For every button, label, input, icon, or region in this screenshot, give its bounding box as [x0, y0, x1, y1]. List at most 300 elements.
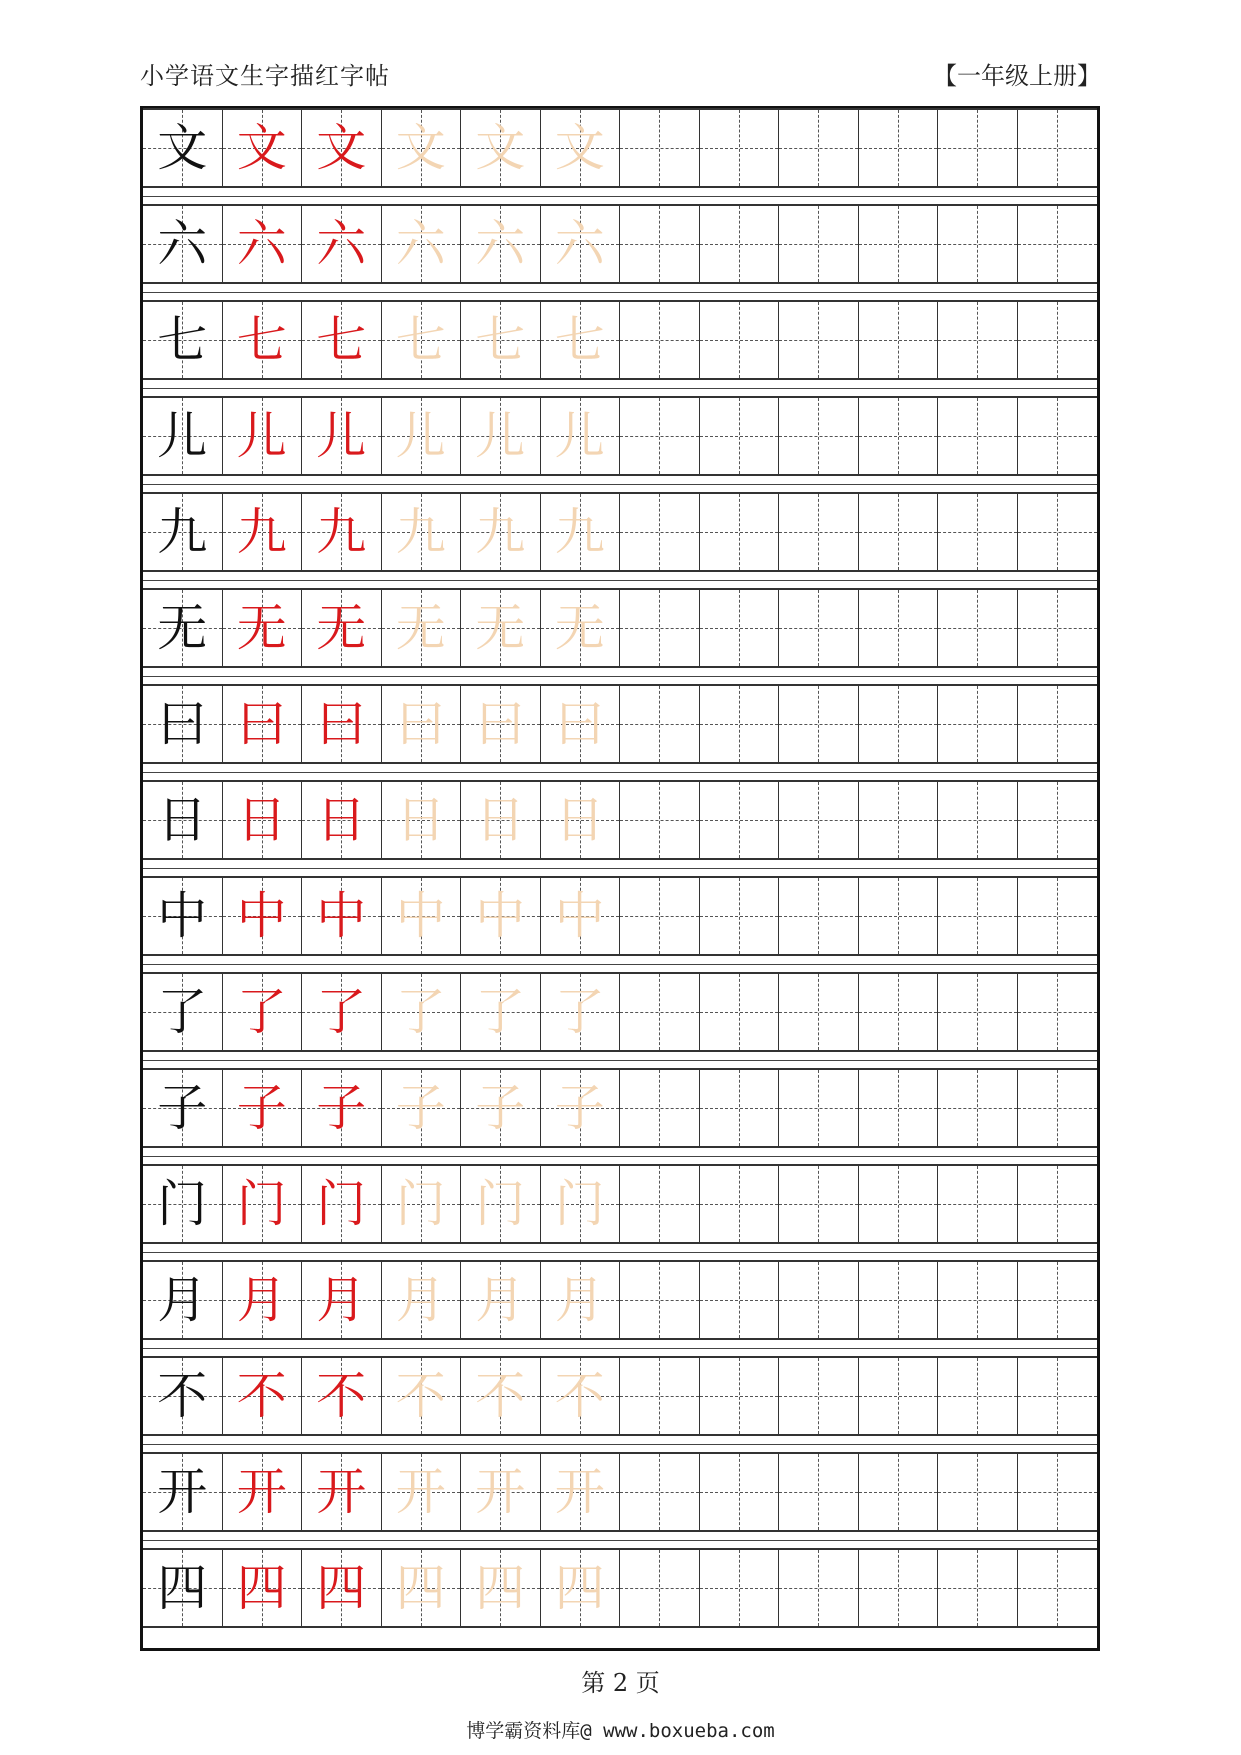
- red-trace-character: 月: [316, 1271, 367, 1329]
- light-trace-character: 曰: [395, 695, 446, 753]
- glyph-cell: [382, 782, 462, 858]
- blank-cell[interactable]: [620, 110, 700, 186]
- blank-cell[interactable]: [700, 1070, 780, 1146]
- blank-cell[interactable]: [620, 590, 700, 666]
- practice-row: [143, 492, 1097, 572]
- light-trace-character: 子: [395, 1079, 446, 1137]
- glyph-cell: [143, 398, 223, 474]
- glyph-cell: [382, 1358, 462, 1434]
- blank-cell[interactable]: [779, 1550, 859, 1626]
- blank-cell[interactable]: [779, 494, 859, 570]
- red-trace-character: 曰: [316, 695, 367, 753]
- glyph-cell: [382, 398, 462, 474]
- blank-cell[interactable]: [620, 974, 700, 1050]
- blank-cell[interactable]: [700, 590, 780, 666]
- blank-cell[interactable]: [859, 206, 939, 282]
- blank-cell[interactable]: [620, 1070, 700, 1146]
- blank-cell[interactable]: [1018, 1550, 1098, 1626]
- model-character: 月: [157, 1271, 208, 1329]
- glyph-cell: [461, 974, 541, 1050]
- blank-cell[interactable]: [779, 1358, 859, 1434]
- model-character: 曰: [157, 695, 208, 753]
- blank-cell[interactable]: [779, 686, 859, 762]
- model-character: 日: [157, 791, 208, 849]
- red-trace-character: 曰: [236, 695, 287, 753]
- red-trace-character: 四: [236, 1559, 287, 1617]
- glyph-cell: [302, 1454, 382, 1530]
- glyph-cell: [302, 206, 382, 282]
- practice-row: [143, 204, 1097, 284]
- blank-cell[interactable]: [700, 494, 780, 570]
- blank-cell[interactable]: [938, 398, 1018, 474]
- glyph-cell: [302, 302, 382, 378]
- blank-cell[interactable]: [1018, 206, 1098, 282]
- practice-row: [143, 1452, 1097, 1532]
- model-character: 开: [157, 1463, 208, 1521]
- light-trace-character: 开: [395, 1463, 446, 1521]
- red-trace-character: 开: [316, 1463, 367, 1521]
- blank-cell[interactable]: [859, 1358, 939, 1434]
- row-separator: [143, 196, 1097, 197]
- glyph-cell: [461, 1358, 541, 1434]
- glyph-cell: [302, 782, 382, 858]
- page-number: 第 2 页: [581, 1669, 660, 1697]
- practice-row: [143, 780, 1097, 860]
- light-trace-character: 月: [554, 1271, 605, 1329]
- light-trace-character: 不: [554, 1367, 605, 1425]
- glyph-cell: [382, 1454, 462, 1530]
- blank-cell[interactable]: [620, 1166, 700, 1242]
- glyph-cell: [461, 1550, 541, 1626]
- row-separator: [143, 484, 1097, 485]
- glyph-cell: [223, 686, 303, 762]
- glyph-cell: [382, 1550, 462, 1626]
- glyph-cell: [382, 1262, 462, 1338]
- blank-cell[interactable]: [859, 878, 939, 954]
- light-trace-character: 无: [395, 599, 446, 657]
- blank-cell[interactable]: [859, 398, 939, 474]
- blank-cell[interactable]: [620, 1358, 700, 1434]
- blank-cell[interactable]: [859, 1166, 939, 1242]
- practice-row: [143, 1068, 1097, 1148]
- red-trace-character: 七: [316, 311, 367, 369]
- blank-cell[interactable]: [938, 110, 1018, 186]
- light-trace-character: 日: [475, 791, 526, 849]
- blank-cell[interactable]: [779, 974, 859, 1050]
- blank-cell[interactable]: [1018, 1262, 1098, 1338]
- practice-row: [143, 1356, 1097, 1436]
- blank-cell[interactable]: [779, 1454, 859, 1530]
- model-character: 了: [157, 983, 208, 1041]
- glyph-cell: [302, 1166, 382, 1242]
- blank-cell[interactable]: [779, 1262, 859, 1338]
- grade-label: 【一年级上册】: [933, 62, 1101, 90]
- light-trace-character: 了: [395, 983, 446, 1041]
- glyph-cell: [461, 110, 541, 186]
- blank-cell[interactable]: [700, 1358, 780, 1434]
- practice-row: [143, 1164, 1097, 1244]
- blank-cell[interactable]: [700, 1262, 780, 1338]
- light-trace-character: 文: [554, 119, 605, 177]
- glyph-cell: [302, 1070, 382, 1146]
- blank-cell[interactable]: [938, 494, 1018, 570]
- blank-cell[interactable]: [938, 206, 1018, 282]
- blank-cell[interactable]: [1018, 782, 1098, 858]
- blank-cell[interactable]: [620, 206, 700, 282]
- glyph-cell: [541, 782, 621, 858]
- glyph-cell: [223, 974, 303, 1050]
- glyph-cell: [541, 686, 621, 762]
- blank-cell[interactable]: [859, 110, 939, 186]
- row-separator: [143, 1252, 1097, 1253]
- row-separator: [143, 964, 1097, 965]
- glyph-cell: [302, 110, 382, 186]
- glyph-cell: [541, 974, 621, 1050]
- blank-cell[interactable]: [938, 782, 1018, 858]
- red-trace-character: 不: [236, 1367, 287, 1425]
- blank-cell[interactable]: [938, 686, 1018, 762]
- blank-cell[interactable]: [620, 878, 700, 954]
- blank-cell[interactable]: [700, 110, 780, 186]
- blank-cell[interactable]: [1018, 878, 1098, 954]
- glyph-cell: [541, 302, 621, 378]
- glyph-cell: [382, 1070, 462, 1146]
- red-trace-character: 文: [236, 119, 287, 177]
- glyph-cell: [223, 1262, 303, 1338]
- glyph-cell: [302, 494, 382, 570]
- blank-cell[interactable]: [700, 206, 780, 282]
- light-trace-character: 七: [475, 311, 526, 369]
- blank-cell[interactable]: [620, 1454, 700, 1530]
- blank-cell[interactable]: [859, 302, 939, 378]
- blank-cell[interactable]: [938, 302, 1018, 378]
- glyph-cell: [382, 1166, 462, 1242]
- practice-row: [143, 1548, 1097, 1628]
- row-separator: [143, 1444, 1097, 1445]
- light-trace-character: 六: [475, 215, 526, 273]
- glyph-cell: [143, 302, 223, 378]
- blank-cell[interactable]: [1018, 110, 1098, 186]
- blank-cell[interactable]: [1018, 1070, 1098, 1146]
- glyph-cell: [143, 206, 223, 282]
- blank-cell[interactable]: [620, 686, 700, 762]
- blank-cell[interactable]: [938, 1262, 1018, 1338]
- glyph-cell: [302, 1262, 382, 1338]
- glyph-cell: [302, 1358, 382, 1434]
- practice-row: [143, 396, 1097, 476]
- red-trace-character: 六: [316, 215, 367, 273]
- light-trace-character: 门: [475, 1175, 526, 1233]
- blank-cell[interactable]: [779, 302, 859, 378]
- glyph-cell: [223, 1454, 303, 1530]
- light-trace-character: 日: [554, 791, 605, 849]
- blank-cell[interactable]: [779, 782, 859, 858]
- light-trace-character: 日: [395, 791, 446, 849]
- glyph-cell: [382, 494, 462, 570]
- glyph-cell: [143, 1262, 223, 1338]
- red-trace-character: 门: [236, 1175, 287, 1233]
- light-trace-character: 文: [475, 119, 526, 177]
- red-trace-character: 无: [316, 599, 367, 657]
- blank-cell[interactable]: [938, 590, 1018, 666]
- glyph-cell: [461, 1166, 541, 1242]
- glyph-cell: [302, 878, 382, 954]
- blank-cell[interactable]: [1018, 974, 1098, 1050]
- red-trace-character: 九: [316, 503, 367, 561]
- blank-cell[interactable]: [779, 206, 859, 282]
- red-trace-character: 了: [236, 983, 287, 1041]
- blank-cell[interactable]: [700, 1550, 780, 1626]
- blank-cell[interactable]: [779, 878, 859, 954]
- glyph-cell: [223, 1070, 303, 1146]
- red-trace-character: 七: [236, 311, 287, 369]
- glyph-cell: [143, 974, 223, 1050]
- light-trace-character: 曰: [554, 695, 605, 753]
- glyph-cell: [541, 206, 621, 282]
- row-separator: [143, 292, 1097, 293]
- light-trace-character: 中: [475, 887, 526, 945]
- light-trace-character: 儿: [395, 407, 446, 465]
- glyph-cell: [461, 302, 541, 378]
- red-trace-character: 日: [236, 791, 287, 849]
- row-separator: [143, 580, 1097, 581]
- light-trace-character: 子: [475, 1079, 526, 1137]
- light-trace-character: 子: [554, 1079, 605, 1137]
- blank-cell[interactable]: [1018, 1454, 1098, 1530]
- row-separator: [143, 676, 1097, 677]
- blank-cell[interactable]: [779, 110, 859, 186]
- glyph-cell: [382, 302, 462, 378]
- blank-cell[interactable]: [620, 494, 700, 570]
- red-trace-character: 儿: [236, 407, 287, 465]
- glyph-cell: [143, 590, 223, 666]
- glyph-cell: [223, 398, 303, 474]
- glyph-cell: [143, 686, 223, 762]
- practice-row: [143, 588, 1097, 668]
- blank-cell[interactable]: [620, 302, 700, 378]
- glyph-cell: [143, 1454, 223, 1530]
- model-character: 九: [157, 503, 208, 561]
- model-character: 七: [157, 311, 208, 369]
- light-trace-character: 无: [475, 599, 526, 657]
- blank-cell[interactable]: [779, 1166, 859, 1242]
- blank-cell[interactable]: [779, 1070, 859, 1146]
- light-trace-character: 不: [395, 1367, 446, 1425]
- glyph-cell: [541, 1262, 621, 1338]
- glyph-cell: [302, 590, 382, 666]
- light-trace-character: 四: [395, 1559, 446, 1617]
- glyph-cell: [382, 878, 462, 954]
- light-trace-character: 了: [475, 983, 526, 1041]
- model-character: 四: [157, 1559, 208, 1617]
- blank-cell[interactable]: [1018, 494, 1098, 570]
- blank-cell[interactable]: [1018, 302, 1098, 378]
- blank-cell[interactable]: [620, 782, 700, 858]
- blank-cell[interactable]: [938, 1358, 1018, 1434]
- blank-cell[interactable]: [700, 782, 780, 858]
- light-trace-character: 六: [395, 215, 446, 273]
- red-trace-character: 中: [236, 887, 287, 945]
- light-trace-character: 门: [554, 1175, 605, 1233]
- glyph-cell: [223, 590, 303, 666]
- glyph-cell: [223, 1166, 303, 1242]
- blank-cell[interactable]: [938, 1070, 1018, 1146]
- blank-cell[interactable]: [1018, 1358, 1098, 1434]
- red-trace-character: 日: [316, 791, 367, 849]
- blank-cell[interactable]: [779, 590, 859, 666]
- blank-cell[interactable]: [859, 974, 939, 1050]
- glyph-cell: [223, 1358, 303, 1434]
- blank-cell[interactable]: [620, 1262, 700, 1338]
- red-trace-character: 开: [236, 1463, 287, 1521]
- glyph-cell: [382, 590, 462, 666]
- light-trace-character: 门: [395, 1175, 446, 1233]
- glyph-cell: [461, 782, 541, 858]
- blank-cell[interactable]: [859, 1550, 939, 1626]
- glyph-cell: [541, 1550, 621, 1626]
- red-trace-character: 子: [316, 1079, 367, 1137]
- light-trace-character: 不: [475, 1367, 526, 1425]
- blank-cell[interactable]: [1018, 398, 1098, 474]
- light-trace-character: 月: [475, 1271, 526, 1329]
- glyph-cell: [541, 398, 621, 474]
- glyph-cell: [461, 686, 541, 762]
- glyph-cell: [382, 686, 462, 762]
- blank-cell[interactable]: [700, 1454, 780, 1530]
- row-separator: [143, 1156, 1097, 1157]
- blank-cell[interactable]: [620, 1550, 700, 1626]
- light-trace-character: 四: [554, 1559, 605, 1617]
- glyph-cell: [143, 878, 223, 954]
- glyph-cell: [143, 1550, 223, 1626]
- model-character: 文: [157, 119, 208, 177]
- practice-row: [143, 1260, 1097, 1340]
- practice-row: [143, 684, 1097, 764]
- glyph-cell: [382, 206, 462, 282]
- practice-row: [143, 876, 1097, 956]
- row-separator: [143, 1348, 1097, 1349]
- glyph-cell: [541, 1166, 621, 1242]
- light-trace-character: 中: [395, 887, 446, 945]
- glyph-cell: [382, 110, 462, 186]
- light-trace-character: 七: [554, 311, 605, 369]
- light-trace-character: 中: [554, 887, 605, 945]
- glyph-cell: [223, 878, 303, 954]
- blank-cell[interactable]: [859, 686, 939, 762]
- glyph-cell: [143, 1166, 223, 1242]
- practice-row: [143, 972, 1097, 1052]
- light-trace-character: 开: [475, 1463, 526, 1521]
- red-trace-character: 中: [316, 887, 367, 945]
- light-trace-character: 儿: [554, 407, 605, 465]
- red-trace-character: 文: [316, 119, 367, 177]
- glyph-cell: [302, 974, 382, 1050]
- blank-cell[interactable]: [859, 782, 939, 858]
- blank-cell[interactable]: [700, 398, 780, 474]
- light-trace-character: 九: [395, 503, 446, 561]
- glyph-cell: [302, 398, 382, 474]
- glyph-cell: [461, 1454, 541, 1530]
- glyph-cell: [223, 302, 303, 378]
- blank-cell[interactable]: [938, 974, 1018, 1050]
- blank-cell[interactable]: [859, 590, 939, 666]
- blank-cell[interactable]: [700, 302, 780, 378]
- light-trace-character: 七: [395, 311, 446, 369]
- glyph-cell: [223, 1550, 303, 1626]
- worksheet-title: 小学语文生字描红字帖: [140, 62, 390, 90]
- blank-cell[interactable]: [859, 1262, 939, 1338]
- glyph-cell: [223, 110, 303, 186]
- row-separator: [143, 1540, 1097, 1541]
- row-separator: [143, 868, 1097, 869]
- blank-cell[interactable]: [859, 1454, 939, 1530]
- light-trace-character: 曰: [475, 695, 526, 753]
- glyph-cell: [143, 494, 223, 570]
- glyph-cell: [382, 974, 462, 1050]
- glyph-cell: [541, 494, 621, 570]
- glyph-cell: [461, 590, 541, 666]
- blank-cell[interactable]: [938, 1454, 1018, 1530]
- blank-cell[interactable]: [700, 1166, 780, 1242]
- model-character: 不: [157, 1367, 208, 1425]
- glyph-cell: [143, 110, 223, 186]
- light-trace-character: 文: [395, 119, 446, 177]
- blank-cell[interactable]: [938, 1166, 1018, 1242]
- blank-cell[interactable]: [700, 878, 780, 954]
- row-separator: [143, 1060, 1097, 1061]
- red-trace-character: 门: [316, 1175, 367, 1233]
- light-trace-character: 了: [554, 983, 605, 1041]
- red-trace-character: 九: [236, 503, 287, 561]
- blank-cell[interactable]: [620, 398, 700, 474]
- blank-cell[interactable]: [938, 1550, 1018, 1626]
- blank-cell[interactable]: [1018, 590, 1098, 666]
- light-trace-character: 六: [554, 215, 605, 273]
- glyph-cell: [302, 686, 382, 762]
- practice-grid: [140, 106, 1100, 1651]
- model-character: 六: [157, 215, 208, 273]
- red-trace-character: 无: [236, 599, 287, 657]
- row-separator: [143, 388, 1097, 389]
- glyph-cell: [461, 1070, 541, 1146]
- glyph-cell: [461, 398, 541, 474]
- glyph-cell: [461, 878, 541, 954]
- glyph-cell: [461, 206, 541, 282]
- glyph-cell: [143, 1358, 223, 1434]
- blank-cell[interactable]: [779, 398, 859, 474]
- practice-row: [143, 300, 1097, 380]
- red-trace-character: 了: [316, 983, 367, 1041]
- glyph-cell: [541, 1454, 621, 1530]
- blank-cell[interactable]: [859, 494, 939, 570]
- blank-cell[interactable]: [700, 686, 780, 762]
- glyph-cell: [541, 110, 621, 186]
- light-trace-character: 儿: [475, 407, 526, 465]
- blank-cell[interactable]: [1018, 686, 1098, 762]
- row-separator: [143, 772, 1097, 773]
- glyph-cell: [302, 1550, 382, 1626]
- blank-cell[interactable]: [938, 878, 1018, 954]
- red-trace-character: 子: [236, 1079, 287, 1137]
- blank-cell[interactable]: [859, 1070, 939, 1146]
- light-trace-character: 九: [554, 503, 605, 561]
- glyph-cell: [223, 494, 303, 570]
- blank-cell[interactable]: [700, 974, 780, 1050]
- blank-cell[interactable]: [1018, 1166, 1098, 1242]
- glyph-cell: [223, 206, 303, 282]
- glyph-cell: [541, 878, 621, 954]
- light-trace-character: 无: [554, 599, 605, 657]
